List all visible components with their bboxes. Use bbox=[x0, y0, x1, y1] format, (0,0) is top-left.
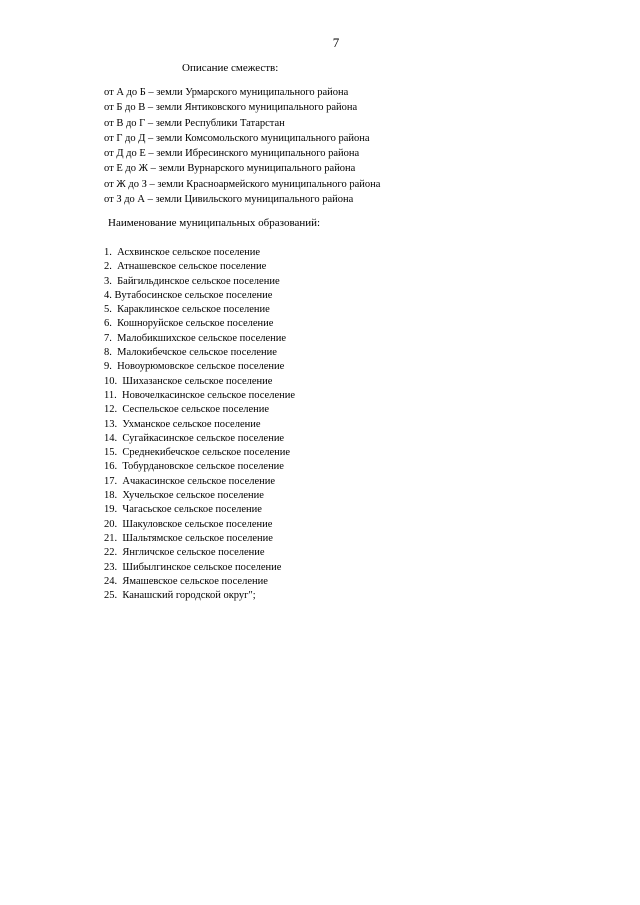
item-name: Байгильдинское сельское поселение bbox=[117, 275, 280, 287]
list-item bbox=[104, 460, 295, 474]
list-item bbox=[104, 303, 295, 317]
list-item bbox=[104, 532, 295, 546]
page-number: 7 bbox=[332, 35, 340, 50]
list-item bbox=[104, 518, 295, 532]
item-name: Чагасьское сельское поселение bbox=[122, 504, 262, 516]
item-number: 17. bbox=[104, 475, 118, 487]
list-item bbox=[104, 389, 295, 403]
list-item bbox=[104, 418, 295, 432]
list-item bbox=[104, 346, 295, 360]
adjacency-item: от Г до Д – земли Комсомольского муниципального района bbox=[104, 132, 370, 144]
item-name: Шихазанское сельское поселение bbox=[122, 375, 273, 387]
item-number: 14. bbox=[104, 432, 118, 444]
adjacency-item: от А до Б – земли Урмарского муниципального района bbox=[104, 87, 349, 98]
item-name: Атнашевское сельское поселение bbox=[117, 261, 267, 273]
item-name: Кошноруйское сельское поселение bbox=[117, 318, 274, 330]
list-item bbox=[104, 260, 295, 274]
item-number: 12. bbox=[104, 404, 118, 416]
item-name: Хучельское сельское поселение bbox=[122, 490, 264, 502]
item-number: 11. bbox=[104, 389, 117, 401]
item-name: Караклинское сельское поселение bbox=[117, 304, 270, 316]
item-number: 4. bbox=[104, 289, 112, 301]
list-item bbox=[104, 489, 295, 503]
item-number: 5. bbox=[104, 304, 112, 316]
item-name: Янгличское сельское поселение bbox=[122, 547, 265, 559]
list-item bbox=[104, 561, 295, 575]
item-name: Шакуловское сельское поселение bbox=[122, 518, 273, 530]
item-name: Ухманское сельское поселение bbox=[122, 418, 261, 430]
list-item bbox=[104, 317, 295, 331]
list-item bbox=[104, 246, 295, 260]
item-number: 6. bbox=[104, 318, 112, 330]
item-name: Вутабосинское сельское поселение bbox=[114, 289, 273, 301]
item-number: 1. bbox=[104, 247, 112, 258]
item-name: Новочелкасинское сельское поселение bbox=[122, 389, 296, 401]
item-number: 25. bbox=[104, 590, 118, 602]
item-name: Сугайкасинское сельское поселение bbox=[122, 432, 285, 444]
item-name: Канашский городской округ"; bbox=[122, 590, 256, 602]
list-item bbox=[104, 503, 295, 517]
item-number: 20. bbox=[104, 518, 118, 530]
list-item bbox=[104, 589, 295, 603]
item-number: 7. bbox=[104, 332, 112, 344]
item-number: 23. bbox=[104, 561, 118, 573]
item-number: 24. bbox=[104, 575, 118, 587]
municipalities-list bbox=[104, 246, 295, 603]
item-number: 3. bbox=[104, 275, 112, 287]
list-item bbox=[104, 546, 295, 560]
item-name: Асхвинское сельское поселение bbox=[117, 247, 261, 258]
item-name: Ачакасинское сельское поселение bbox=[122, 475, 276, 487]
list-item bbox=[104, 360, 295, 374]
list-item bbox=[104, 432, 295, 446]
item-number: 21. bbox=[104, 532, 118, 544]
list-item bbox=[104, 275, 295, 289]
adjacency-item: от Б до В – земли Янтиковского муниципального района bbox=[104, 102, 358, 114]
list-item bbox=[104, 332, 295, 346]
list-item bbox=[104, 289, 295, 303]
item-number: 9. bbox=[104, 361, 112, 373]
item-name: Малокибечское сельское поселение bbox=[117, 347, 277, 359]
adjacency-item: от З до А – земли Цивильского муниципального района bbox=[104, 194, 354, 206]
list-item bbox=[104, 403, 295, 417]
list-item bbox=[104, 375, 295, 389]
item-name: Среднекибечское сельское поселение bbox=[122, 447, 291, 459]
item-number: 8. bbox=[104, 347, 112, 359]
item-number: 18. bbox=[104, 490, 118, 502]
list-item bbox=[104, 575, 295, 589]
item-number: 19. bbox=[104, 504, 118, 516]
adjacency-item: от В до Г – земли Республики Татарстан bbox=[104, 117, 285, 129]
adjacency-title: Описание смежеств: bbox=[182, 62, 279, 74]
item-name: Шибылгинское сельское поселение bbox=[122, 561, 282, 573]
item-name: Шальтямское сельское поселение bbox=[122, 532, 273, 544]
item-name: Сеспельское сельское поселение bbox=[122, 404, 270, 416]
item-name: Ямашевское сельское поселение bbox=[122, 575, 268, 587]
item-number: 15. bbox=[104, 447, 118, 459]
list-item bbox=[104, 446, 295, 460]
adjacency-item: от Д до Е – земли Ибресинского муниципального района bbox=[104, 148, 360, 160]
item-name: Новоурюмовское сельское поселение bbox=[117, 361, 285, 373]
item-name: Тобурдановское сельское поселение bbox=[122, 461, 284, 473]
adjacency-item: от Е до Ж – земли Вурнарского муниципального района bbox=[104, 163, 356, 175]
item-number: 10. bbox=[104, 375, 118, 387]
item-number: 13. bbox=[104, 418, 118, 430]
adjacency-item: от Ж до З – земли Красноармейского муниципального района bbox=[104, 178, 381, 190]
list-item bbox=[104, 475, 295, 489]
municipalities-title: Наименование муниципальных образований: bbox=[108, 217, 321, 229]
item-number: 2. bbox=[104, 261, 112, 273]
adjacency-list bbox=[104, 85, 380, 207]
item-number: 16. bbox=[104, 461, 118, 473]
item-name: Малобикшихское сельское поселение bbox=[117, 332, 287, 344]
item-number: 22. bbox=[104, 547, 118, 559]
